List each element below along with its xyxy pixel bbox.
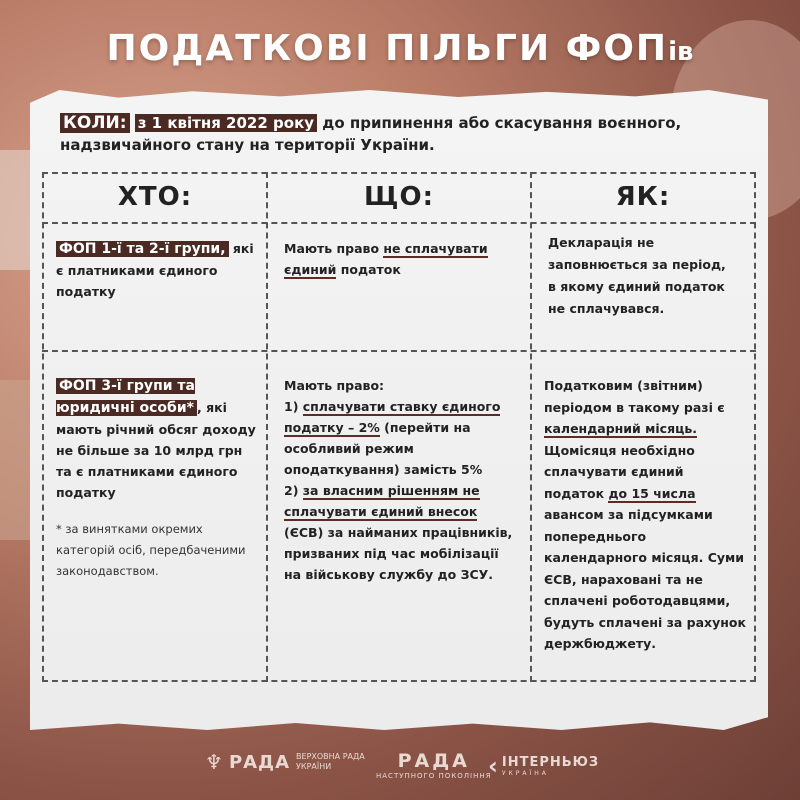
grid-line: [42, 172, 756, 174]
row1-who: ФОП 1-ї та 2-ї групи, які є платниками єдиного податку: [56, 241, 254, 299]
grid-line: [266, 172, 268, 682]
row2-what: Мають право: 1) сплачувати ставку єдиного податку – 2% (перейти на особливий режим оподаткування) замість 5% 2) за власним рішенням не сплачувати єдиний внесок (ЄСВ) за найманих працівників, призваних під час мобілізації на військову службу до ЗСУ.: [284, 378, 513, 582]
when-text: до припинення або скасування воєнного, надзвичайного стану на території України.: [60, 114, 682, 154]
row2-how: Податковим (звітним) періодом в такому разі є календарний місяць. Щомісяця необхідно сплачувати єдиний податок до 15 числа авансом за підсумками попереднього календарного місяця. Суми ЄСВ, нараховані та не сплачені роботодавцями, будуть сплачені за рахунок держбюджету.: [544, 378, 746, 651]
grid-line: [42, 222, 756, 224]
row1-how: Декларація не заповнюється за період, в якому єдиний податок не сплачувався.: [548, 235, 726, 316]
grid-line: [42, 350, 756, 352]
internews-logo: ‹ ІНТЕРНЬЮЗ УКРАЇНА: [488, 752, 600, 780]
verkhovna-rada-logo: ♆ РАДА ВЕРХОВНА РАДА УКРАЇНИ: [205, 750, 365, 774]
when-block: [60, 112, 740, 156]
trident-icon: ♆: [205, 750, 223, 774]
grid-line: [530, 172, 532, 682]
when-label: КОЛИ:: [60, 113, 130, 133]
row2-who: ФОП 3-ї групи та юридичні особи* , які мають річний обсяг доходу не більше за 10 млрд грн та є платниками єдиного податку * за винятками окремих категорій осіб, передбаченими законодавством.: [56, 375, 256, 582]
column-header-who: ХТО:: [117, 182, 193, 212]
footer: [0, 750, 800, 790]
internews-arc-icon: ‹: [488, 752, 498, 780]
when-date: з 1 квітня 2022 року: [135, 114, 317, 132]
rada-next-generation-logo: РАДА НАСТУПНОГО ПОКОЛІННЯ: [376, 750, 492, 780]
row2-footnote: * за винятками окремих категорій осіб, передбаченими законодавством.: [56, 522, 246, 578]
column-header-what: ЩО:: [364, 182, 434, 212]
page-title: ПОДАТКОВІ ПІЛЬГИ ФОПів: [106, 28, 694, 69]
grid-line: [754, 172, 756, 682]
grid-line: [42, 172, 44, 682]
row1-what: Мають право не сплачувати єдиний податок: [284, 241, 488, 277]
grid-line: [42, 680, 756, 682]
column-header-how: ЯК:: [615, 182, 671, 212]
